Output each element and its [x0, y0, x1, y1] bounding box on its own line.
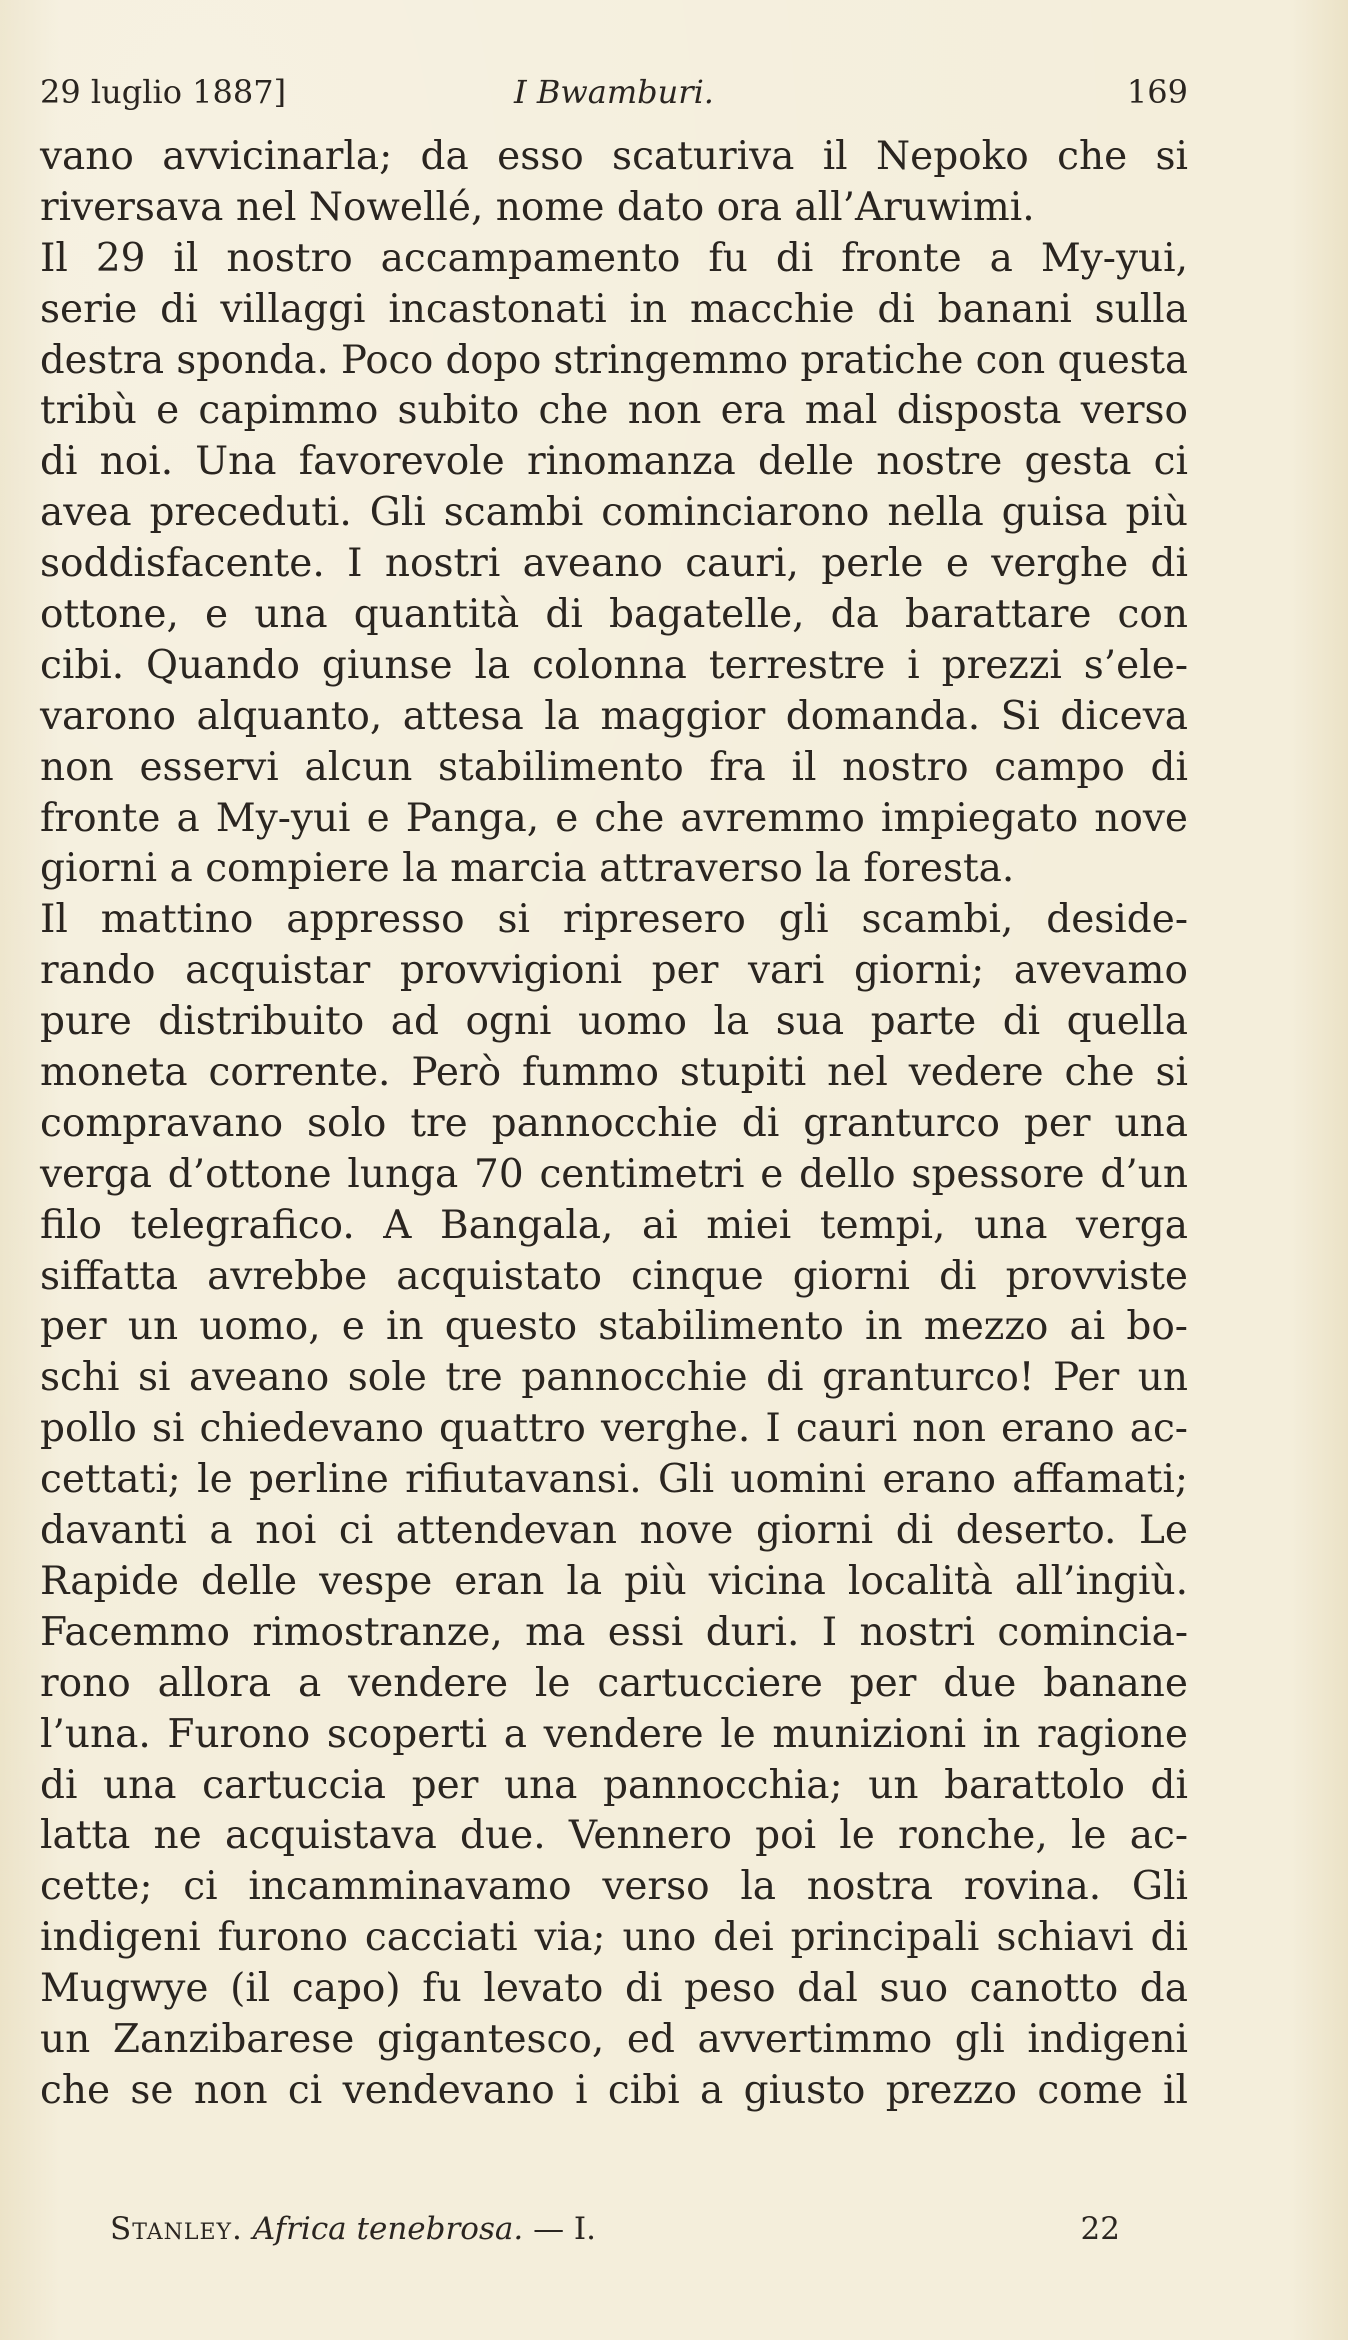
text-line: tribù e capimmo subito che non era mal disposta verso — [40, 388, 1188, 434]
text-line: latta ne acquistava due. Vennero poi le ronche, le ac- — [40, 1813, 1188, 1859]
header-date: 29 luglio 1887] — [40, 73, 287, 111]
text-line: schi si aveano sole tre pannocchie di granturco! Per un — [40, 1355, 1188, 1401]
text-line: Rapide delle vespe eran la più vicina località all’ingiù. — [40, 1558, 1188, 1604]
text-line: destra sponda. Poco dopo stringemmo pratiche con questa — [40, 337, 1188, 383]
text-line: cibi. Quando giunse la colonna terrestre i prezzi s’ele- — [40, 642, 1188, 688]
text-line: vano avvicinarla; da esso scaturiva il Nepoko che si — [40, 134, 1188, 179]
text-line: ottone, e una quantità di bagatelle, da barattare con — [40, 592, 1188, 638]
text-line: serie di villaggi incastonati in macchie di banani sulla — [40, 286, 1188, 332]
text-line: riversava nel Nowellé, nome dato ora all’Aruwimi. — [40, 184, 1035, 230]
text-line: cette; ci incamminavamo verso la nostra rovina. Gli — [40, 1864, 1188, 1910]
text-line: verga d’ottone lunga 70 centimetri e dello spessore d’un — [40, 1151, 1188, 1197]
text-line: Il mattino appresso si ripresero gli scambi, deside- — [40, 897, 1188, 943]
text-line: indigeni furono cacciati via; uno dei principali schiavi di — [40, 1915, 1188, 1961]
text-line: l’una. Furono scoperti a vendere le munizioni in ragione — [40, 1711, 1188, 1757]
text-line: per un uomo, e in questo stabilimento in mezzo ai bo- — [40, 1304, 1188, 1350]
footer-book-title: Africa tenebrosa. — [252, 2211, 524, 2247]
text-line: pure distribuito ad ogni uomo la sua parte di quella — [40, 999, 1188, 1045]
text-line: giorni a compiere la marcia attraverso la foresta. — [40, 846, 1015, 892]
text-line: rando acquistar provvigioni per vari giorni; avevamo — [40, 948, 1188, 994]
text-line: Facemmo rimostranze, ma essi duri. I nostri comincia- — [40, 1609, 1188, 1655]
text-line: rono allora a vendere le cartucciere per due banane — [40, 1660, 1188, 1706]
body-text — [40, 132, 1188, 2117]
text-line: non esservi alcun stabilimento fra il nostro campo di — [40, 744, 1188, 790]
page-number: 169 — [1126, 73, 1188, 111]
text-line: pollo si chiedevano quattro verghe. I cauri non erano ac- — [40, 1406, 1188, 1452]
text-line: varono alquanto, attesa la maggior domanda. Si diceva — [40, 693, 1188, 739]
text-line: moneta corrente. Però fummo stupiti nel vedere che si — [40, 1050, 1188, 1096]
header-chapter-title: I Bwamburi. — [514, 73, 714, 111]
text-line: che se non ci vendevano i cibi a giusto prezzo come il — [40, 2067, 1188, 2113]
text-line: avea preceduti. Gli scambi cominciarono nella guisa più — [40, 490, 1188, 536]
running-header — [40, 66, 1188, 118]
footer-signature-line — [110, 2206, 596, 2252]
text-line: di una cartuccia per una pannocchia; un barattolo di — [40, 1762, 1188, 1808]
text-line: cettati; le perline rifiutavansi. Gli uomini erano affamati; — [40, 1457, 1188, 1503]
footer-author: Stanley. — [110, 2211, 243, 2247]
text-line: compravano solo tre pannocchie di granturco per una — [40, 1100, 1188, 1146]
text-line: filo telegrafico. A Bangala, ai miei tempi, una verga — [40, 1202, 1188, 1248]
text-line: Mugwye (il capo) fu levato di peso dal suo canotto da — [40, 1966, 1188, 2012]
text-line: un Zanzibarese gigantesco, ed avvertimmo gli indigeni — [40, 2016, 1188, 2062]
footer-volume: — I. — [533, 2211, 597, 2247]
signature-number: 22 — [1080, 2211, 1120, 2247]
text-line: davanti a noi ci attendevan nove giorni di deserto. Le — [40, 1508, 1188, 1554]
text-line: siffatta avrebbe acquistato cinque giorni di provviste — [40, 1253, 1188, 1299]
text-line: di noi. Una favorevole rinomanza delle nostre gesta ci — [40, 439, 1188, 485]
text-line: Il 29 il nostro accampamento fu di fronte a My-yui, — [40, 235, 1188, 281]
signature-footer — [110, 2206, 1120, 2252]
text-line: soddisfacente. I nostri aveano cauri, perle e verghe di — [40, 541, 1188, 587]
text-line: fronte a My-yui e Panga, e che avremmo impiegato nove — [40, 795, 1188, 841]
